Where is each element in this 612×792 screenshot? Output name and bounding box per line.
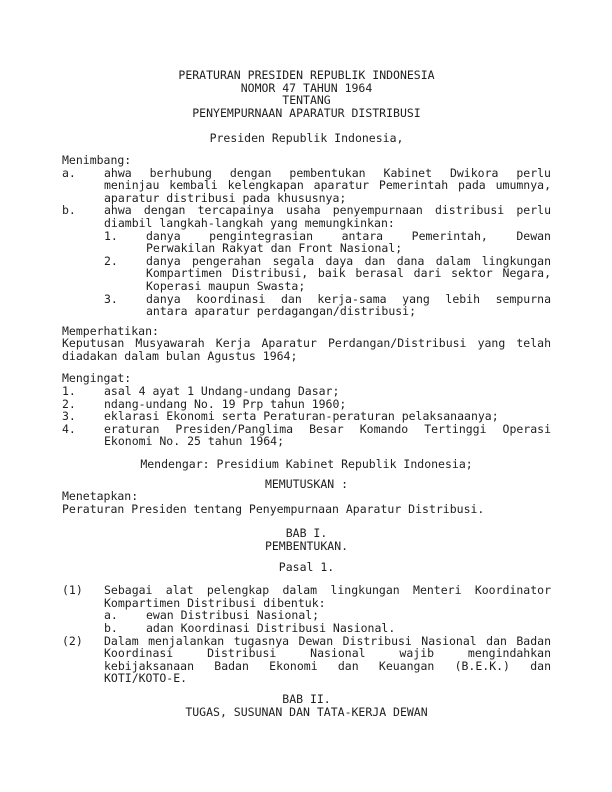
text-line: Sebagai alat pelengkap dalam lingkungan Menteri Koordinator [104, 583, 551, 598]
doc-title-line: NOMOR 47 TAHUN 1964 [240, 80, 373, 95]
text-line: Keputusan Musyawarah Kerja Aparatur Perdangan/Distribusi yang telah [62, 336, 551, 351]
bab-1-title: BAB I. [285, 526, 328, 541]
list-label: 3. [62, 409, 76, 424]
list-item-text [146, 255, 551, 293]
text-line: danya pengerahan segala daya dan dana dalam lingkungan [146, 253, 551, 268]
bab-2-subtitle: TUGAS, SUSUNAN DAN TATA-KERJA DEWAN [185, 704, 428, 719]
text-line: Koordinasi Distribusi Nasional wajib mengindahkan [104, 646, 551, 661]
text-line: eraturan Presiden/Panglima Besar Komando Tertinggi Operasi [104, 421, 551, 436]
list-item-text [104, 423, 551, 448]
text-line: ewan Distribusi Nasional; [146, 608, 320, 623]
salutation-line: Presiden Republik Indonesia, [209, 131, 404, 146]
list-label: 1. [62, 384, 76, 399]
list-label: 1. [104, 228, 118, 243]
bab-2-heading [62, 693, 551, 718]
list-item-text [104, 635, 551, 685]
list-item-text [146, 622, 551, 635]
list-item-pasal1-1 [62, 584, 551, 609]
text-line: Perwakilan Rakyat dan Front Nasional; [146, 241, 403, 256]
doc-title-line: TENTANG [282, 93, 331, 108]
pasal-1-heading: Pasal 1. [278, 559, 335, 574]
list-label: a. [62, 165, 76, 180]
doc-title-block [62, 69, 551, 119]
doc-title-line: PERATURAN PRESIDEN REPUBLIK INDONESIA [178, 68, 435, 82]
text-line: kebijaksanaan Badan Ekonomi dan Keuangan (B.E.K.) dan [104, 658, 551, 673]
heading-memperhatikan: Memperhatikan: [62, 323, 159, 338]
list-label: 2. [62, 396, 76, 411]
list-item-menimbang-a [62, 167, 551, 205]
text-line: ahwa dengan tercapainya usaha penyempurnaan distribusi perlu [104, 203, 551, 218]
list-item-text [146, 230, 551, 255]
text-line: aparatur distribusi pada khususnya; [104, 190, 347, 205]
list-label: 3. [104, 291, 118, 306]
text-line: danya koordinasi dan kerja-sama yang lebih sempurna [146, 291, 551, 306]
list-item-pasal1-2 [62, 635, 551, 685]
text-line: diadakan dalam bulan Agustus 1964; [62, 348, 298, 363]
list-label: 2. [104, 253, 118, 268]
text-line: Kompartimen Distribusi, baik berasal dari sektor Negara, [146, 266, 551, 281]
heading-menimbang: Menimbang: [62, 152, 132, 167]
text-line: eklarasi Ekonomi serta Peraturan-peraturan pelaksanaanya; [104, 409, 499, 424]
list-item-text [104, 167, 551, 205]
list-item-text [104, 204, 551, 229]
text-line: Kompartimen Distribusi dibentuk: [104, 595, 326, 610]
list-label: (2) [62, 633, 83, 648]
bab-2-title: BAB II. [282, 691, 331, 706]
list-item-menimbang-b-1 [62, 230, 551, 255]
text-line: adan Koordinasi Distribusi Nasional. [146, 620, 396, 635]
list-label: b. [104, 620, 118, 635]
list-item-text [104, 385, 551, 398]
list-item-mengingat-4 [62, 423, 551, 448]
text-line: Koperasi maupun Swasta; [146, 278, 306, 293]
list-item-mengingat-1 [62, 385, 551, 398]
document-content [62, 69, 551, 718]
text-line: KOTI/KOTO-E. [104, 671, 188, 686]
text-line: diambil langkah-langkah yang memungkinkan: [104, 215, 395, 230]
doc-title-line: PENYEMPURNAAN APARATUR DISTRIBUSI [192, 105, 421, 120]
list-item-text [146, 293, 551, 318]
list-label: 4. [62, 421, 76, 436]
text-line: Ekonomi No. 25 tahun 1964; [104, 434, 285, 449]
list-label: (1) [62, 583, 83, 598]
list-item-text [104, 584, 551, 609]
text-line: meninjau kembali kelengkapan aparatur Pemerintah pada umumnya, [104, 178, 551, 193]
list-item-menimbang-b-2 [62, 255, 551, 293]
mendengar-line: Mendengar: Presidium Kabinet Republik Indonesia; [140, 457, 473, 472]
list-item-menimbang-b [62, 204, 551, 229]
heading-menetapkan: Menetapkan: [62, 489, 139, 504]
list-item-menimbang-b-3 [62, 293, 551, 318]
text-line: asal 4 ayat 1 Undang-undang Dasar; [104, 384, 340, 399]
list-item-text [104, 410, 551, 423]
text-line: ndang-undang No. 19 Prp tahun 1960; [104, 396, 347, 411]
text-line: Dalam menjalankan tugasnya Dewan Distribusi Nasional dan Badan [104, 633, 551, 648]
text-line: danya pengintegrasian antara Pemerintah, Dewan [146, 228, 551, 243]
bab-1-heading [62, 527, 551, 552]
text-line: ahwa berhubung dengan pembentukan Kabinet Dwikora perlu [104, 165, 551, 180]
list-item-mengingat-3 [62, 410, 551, 423]
memutuskan-line: MEMUTUSKAN : [264, 476, 349, 491]
list-label: b. [62, 203, 76, 218]
bab-1-subtitle: PEMBENTUKAN. [264, 539, 349, 553]
list-item-pasal1-1-b [62, 622, 551, 635]
text-line: antara aparatur perdagangan/distribusi; [146, 304, 417, 319]
heading-mengingat: Mengingat: [62, 371, 132, 386]
menetapkan-line: Peraturan Presiden tentang Penyempurnaan Aparatur Distribusi. [62, 501, 485, 516]
memperhatikan-paragraph [62, 337, 551, 362]
list-label: a. [104, 608, 118, 623]
